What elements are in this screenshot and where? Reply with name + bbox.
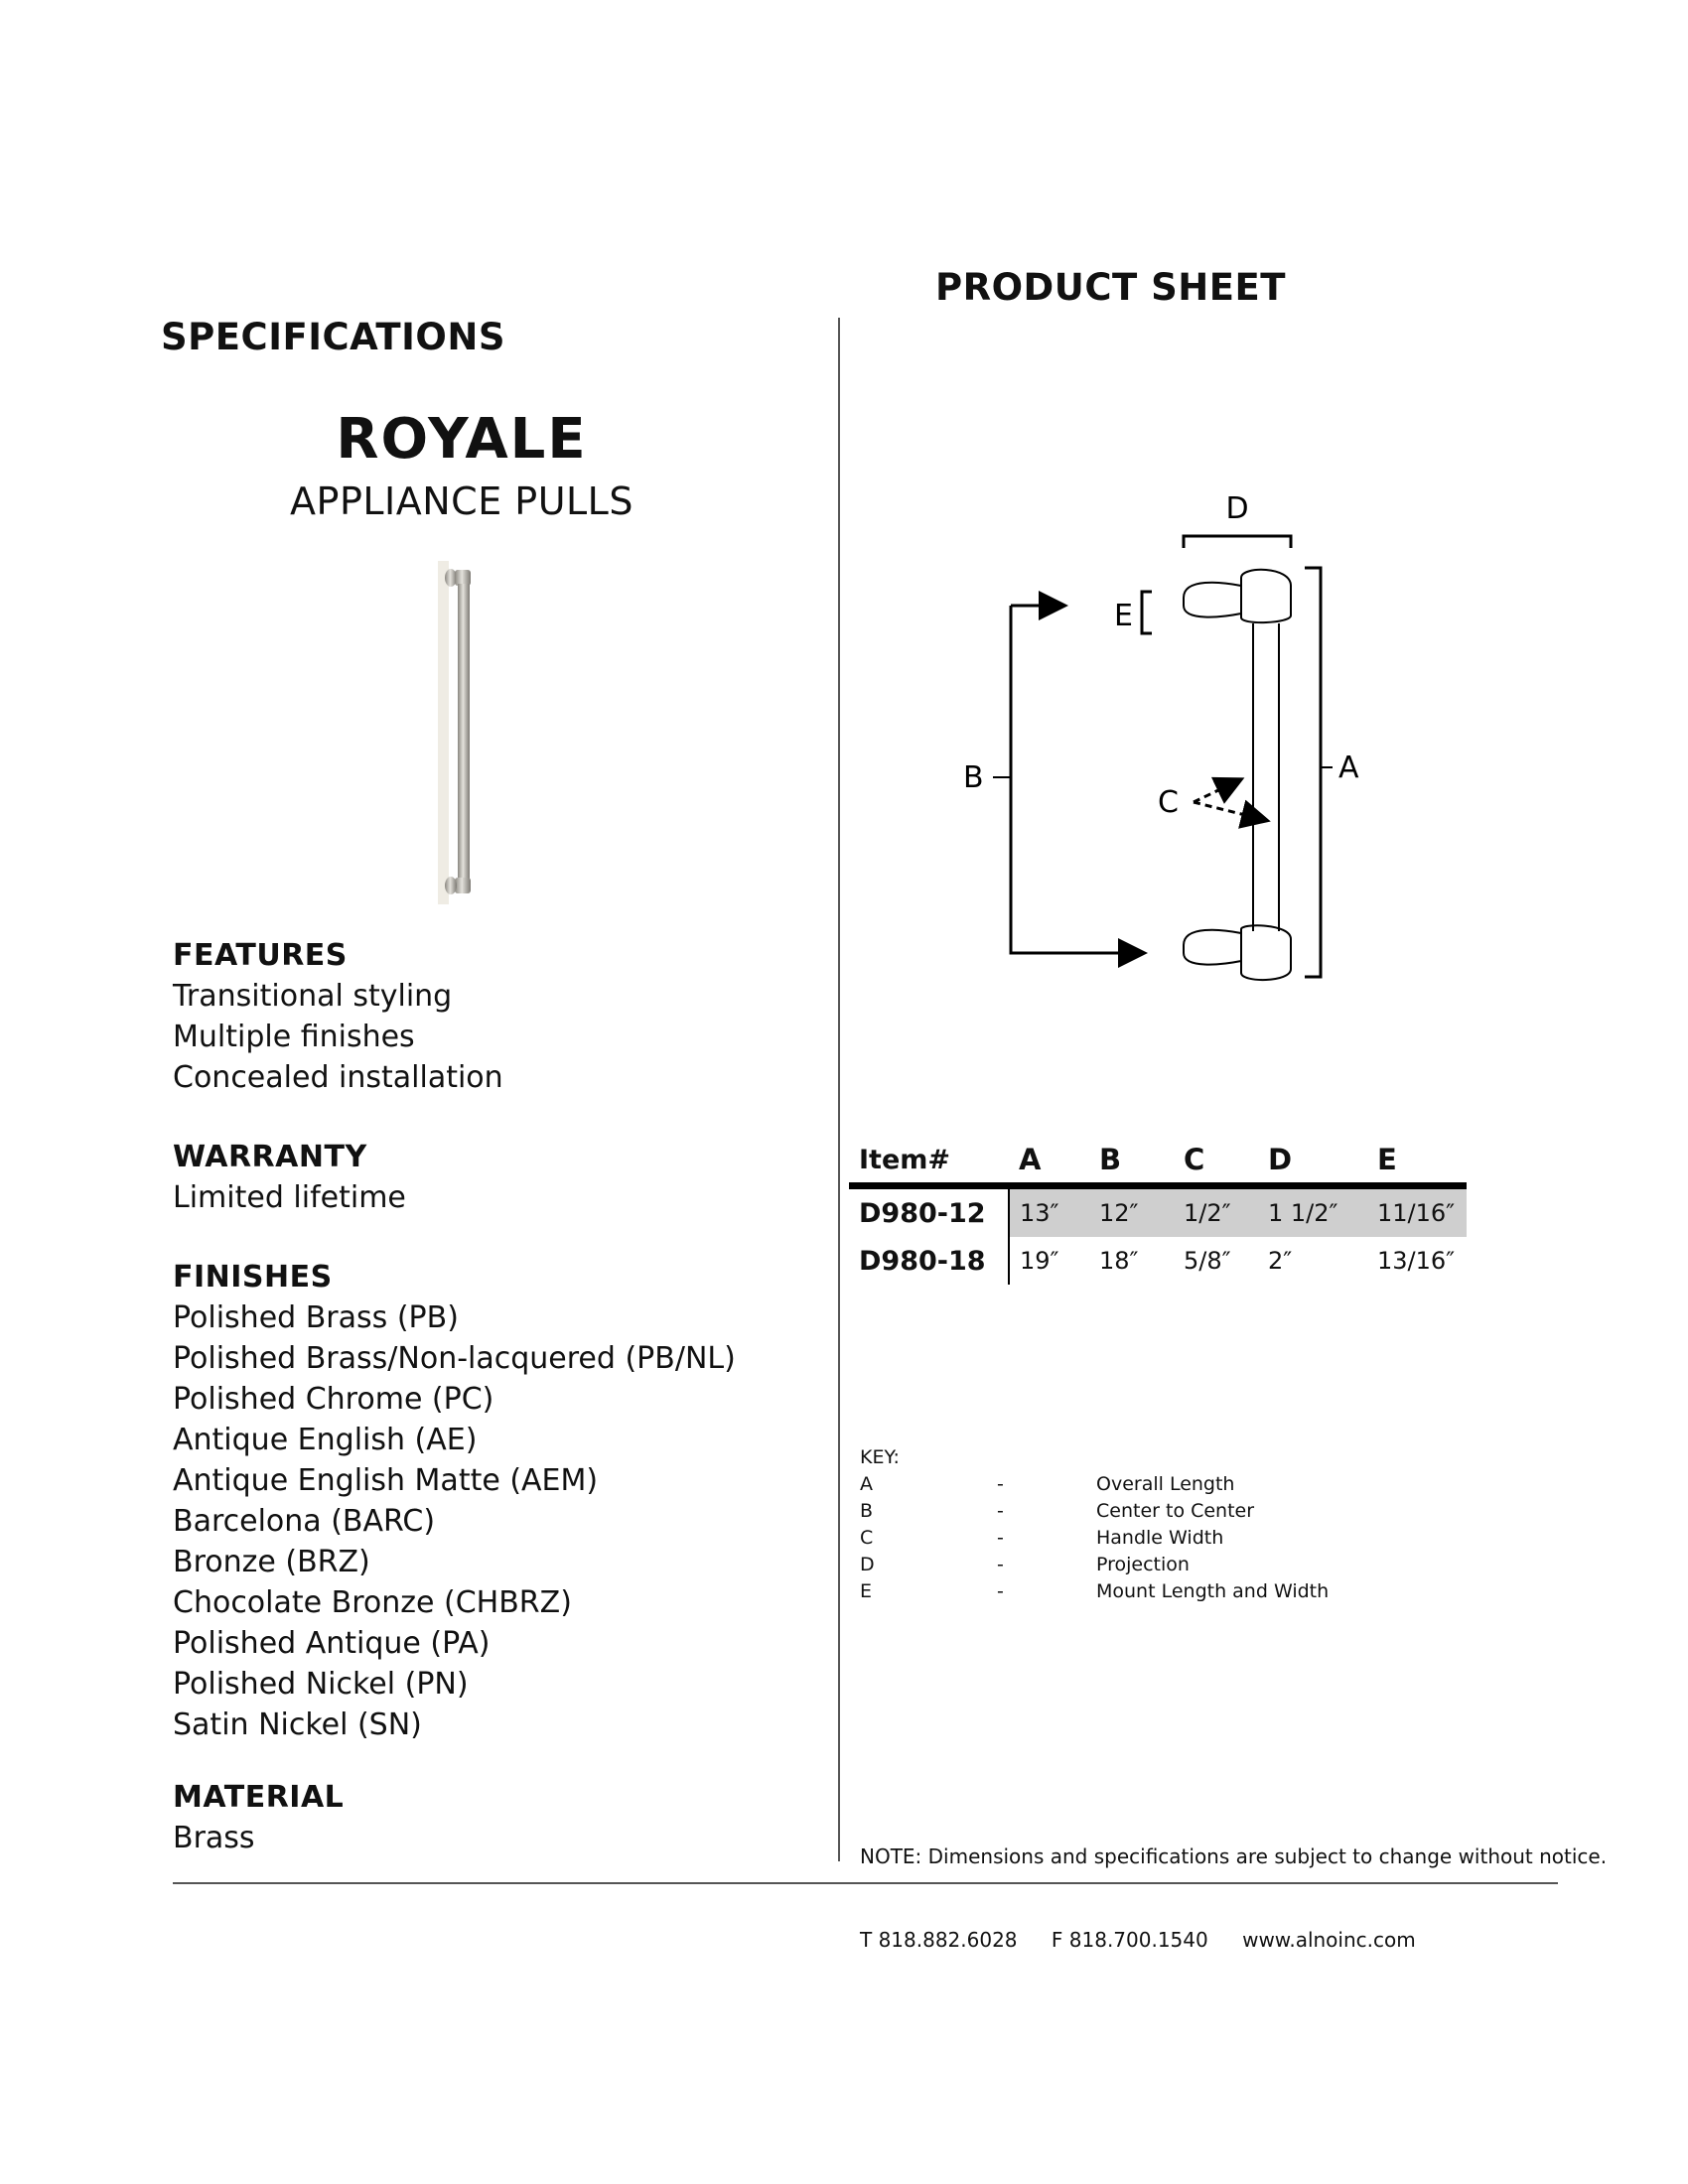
dim-label-e: E (1114, 599, 1133, 633)
key-text: Center to Center (1096, 1500, 1255, 1522)
table-header-cell: D (1258, 1137, 1367, 1186)
footer-website-link[interactable]: www.alnoinc.com (1242, 1928, 1416, 1952)
key-dash: - (997, 1500, 1004, 1522)
feature-item: Concealed installation (173, 1060, 503, 1095)
dim-label-d: D (1225, 491, 1249, 526)
table-header-cell: C (1174, 1137, 1258, 1186)
material-section (173, 1777, 344, 1858)
finish-item: Chocolate Bronze (CHBRZ) (173, 1585, 572, 1620)
key-letter: D (860, 1554, 875, 1575)
table-cell: 12″ (1089, 1186, 1174, 1238)
key-letter: A (860, 1473, 873, 1495)
key-letter: E (860, 1580, 873, 1602)
disclaimer-note: NOTE: Dimensions and specifications are subject to change without notice. (860, 1844, 1608, 1868)
features-section (173, 935, 503, 1098)
key-legend (860, 1444, 1330, 1605)
table-cell: D980-12 (849, 1186, 1009, 1238)
feature-item: Multiple finishes (173, 1020, 415, 1054)
finish-item: Polished Chrome (PC) (173, 1382, 494, 1417)
finish-item: Satin Nickel (SN) (173, 1707, 422, 1742)
footer-phone: T 818.882.6028 (860, 1928, 1018, 1952)
product-photo (437, 556, 496, 913)
key-dash: - (997, 1580, 1004, 1602)
key-title: KEY: (860, 1446, 900, 1468)
key-row (860, 1552, 1190, 1578)
finish-item: Antique English (AE) (173, 1423, 478, 1457)
warranty-item: Limited lifetime (173, 1180, 406, 1215)
table-cell: 13/16″ (1377, 1247, 1456, 1275)
table-cell: 5/8″ (1184, 1247, 1231, 1275)
key-text: Projection (1096, 1554, 1190, 1575)
finish-item: Polished Antique (PA) (173, 1626, 491, 1661)
dimensions-table (849, 1137, 1467, 1285)
warranty-section (173, 1137, 406, 1218)
finish-item: Antique English Matte (AEM) (173, 1463, 599, 1498)
key-row (860, 1525, 1224, 1552)
key-letter: B (860, 1500, 874, 1522)
feature-item: Transitional styling (173, 979, 453, 1014)
material-item: Brass (173, 1821, 255, 1855)
key-text: Handle Width (1096, 1527, 1224, 1549)
table-cell: 13″ (1009, 1186, 1089, 1238)
dim-label-b: B (963, 760, 984, 795)
features-title: FEATURES (173, 938, 348, 973)
footer-fax: F 818.700.1540 (1051, 1928, 1208, 1952)
table-header-cell: Item# (849, 1137, 1009, 1186)
finish-item: Polished Brass/Non-lacquered (PB/NL) (173, 1341, 736, 1376)
table-cell: 11/16″ (1367, 1186, 1467, 1238)
warranty-title: WARRANTY (173, 1140, 367, 1174)
footer-contact (860, 1928, 1444, 1952)
finish-item: Bronze (BRZ) (173, 1545, 370, 1579)
product-sheet-heading: PRODUCT SHEET (935, 266, 1286, 309)
table-header-cell: E (1367, 1137, 1467, 1186)
table-cell: 18″ (1099, 1247, 1139, 1275)
specifications-heading: SPECIFICATIONS (161, 316, 505, 358)
product-subtitle: APPLIANCE PULLS (290, 479, 633, 523)
key-dash: - (997, 1554, 1004, 1575)
table-cell: 19″ (1020, 1247, 1059, 1275)
finish-item: Polished Brass (PB) (173, 1300, 459, 1335)
key-text: Overall Length (1096, 1473, 1235, 1495)
dimension-diagram (943, 486, 1400, 1003)
key-row (860, 1498, 1255, 1525)
table-row (849, 1237, 1467, 1285)
key-dash: - (997, 1473, 1004, 1495)
key-dash: - (997, 1527, 1004, 1549)
table-cell: 1 1/2″ (1258, 1186, 1367, 1238)
finish-item: Barcelona (BARC) (173, 1504, 436, 1539)
key-row (860, 1578, 1330, 1605)
table-header-row (849, 1137, 1467, 1186)
material-title: MATERIAL (173, 1780, 345, 1815)
finishes-section (173, 1257, 736, 1745)
table-header-cell: B (1089, 1137, 1174, 1186)
finish-item: Polished Nickel (PN) (173, 1667, 469, 1702)
dim-label-a: A (1338, 751, 1359, 785)
key-row (860, 1471, 1235, 1498)
product-name: ROYALE (336, 407, 588, 472)
table-cell: D980-18 (849, 1237, 1009, 1285)
key-text: Mount Length and Width (1096, 1580, 1330, 1602)
vertical-divider (838, 318, 840, 1861)
table-header-cell: A (1009, 1137, 1089, 1186)
table-row (849, 1186, 1467, 1238)
dim-label-c: C (1158, 785, 1179, 820)
key-letter: C (860, 1527, 874, 1549)
table-cell: 2″ (1268, 1247, 1293, 1275)
footer-divider (173, 1882, 1558, 1884)
table-cell: 1/2″ (1174, 1186, 1258, 1238)
finishes-title: FINISHES (173, 1260, 333, 1295)
